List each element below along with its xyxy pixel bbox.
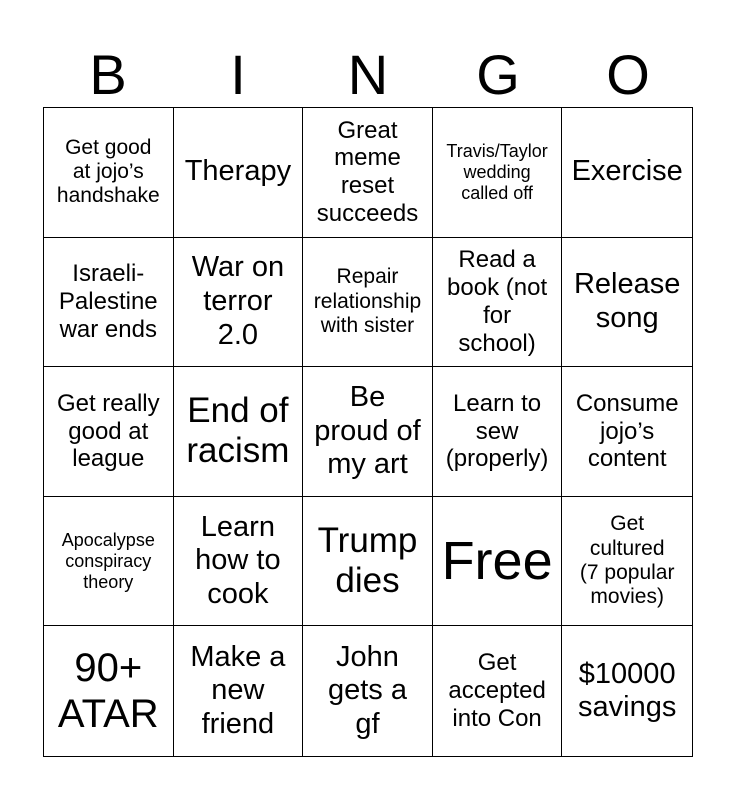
cell-text: Learn how to cook (195, 510, 281, 610)
cell-text: Be proud of my art (314, 381, 421, 481)
cell-text: Get really good at league (56, 389, 160, 473)
cell-text: John gets a gf (327, 640, 407, 740)
cell-text: $10000 savings (578, 657, 677, 724)
bingo-cell[interactable] (562, 497, 692, 627)
cell-text: Get good at jojo’s handshake (56, 135, 160, 208)
cell-text: Free (441, 530, 553, 591)
cell-text: Israeli- Palestine war ends (58, 260, 158, 343)
cell-text: Apocalypse conspiracy theory (61, 529, 155, 592)
bingo-cell[interactable] (44, 238, 174, 368)
bingo-cell[interactable] (303, 626, 433, 756)
header-letter-i: I (230, 43, 246, 106)
bingo-cell[interactable] (174, 108, 304, 238)
header-letter-n: N (347, 43, 389, 106)
bingo-cell[interactable] (562, 626, 692, 756)
bingo-cell[interactable] (433, 108, 563, 238)
bingo-cell[interactable] (562, 367, 692, 497)
bingo-cell[interactable] (174, 238, 304, 368)
bingo-cell[interactable] (433, 626, 563, 756)
bingo-cell[interactable] (44, 108, 174, 238)
bingo-cell[interactable] (303, 497, 433, 627)
bingo-cell[interactable] (303, 367, 433, 497)
cell-text: Therapy (184, 155, 292, 188)
header-letter-g: G (476, 43, 520, 106)
bingo-board (43, 107, 693, 757)
cell-text: Great meme reset succeeds (316, 116, 419, 228)
cell-text: War on terror 2.0 (191, 251, 285, 351)
bingo-header (43, 44, 693, 106)
free-space-cell[interactable] (433, 497, 563, 627)
cell-text: 90+ ATAR (57, 645, 159, 737)
cell-text: Release song (573, 268, 681, 334)
bingo-cell[interactable] (433, 238, 563, 368)
header-letter-o: O (606, 43, 650, 106)
cell-text: Travis/Taylor wedding called off (446, 140, 548, 203)
bingo-cell[interactable] (303, 108, 433, 238)
cell-text: Read a book (not for school) (447, 246, 548, 357)
cell-text: End of racism (186, 390, 290, 471)
header-letter-b: B (89, 43, 127, 106)
cell-text: Consume jojo’s content (575, 389, 679, 473)
cell-text: Trump dies (317, 520, 418, 601)
bingo-cell[interactable] (174, 626, 304, 756)
cell-text: Learn to sew (properly) (445, 389, 549, 473)
cell-text: Repair relationship with sister (313, 265, 422, 338)
cell-text: Exercise (571, 155, 683, 188)
bingo-cell[interactable] (44, 497, 174, 627)
cell-text: Get accepted into Con (448, 649, 546, 733)
bingo-cell[interactable] (433, 367, 563, 497)
cell-text: Make a new friend (190, 640, 286, 740)
bingo-cell[interactable] (174, 367, 304, 497)
bingo-cell[interactable] (174, 497, 304, 627)
cell-text: Get cultured (7 popular movies) (579, 512, 675, 609)
bingo-cell[interactable] (44, 626, 174, 756)
bingo-cell[interactable] (44, 367, 174, 497)
bingo-cell[interactable] (303, 238, 433, 368)
bingo-cell[interactable] (562, 108, 692, 238)
bingo-cell[interactable] (562, 238, 692, 368)
